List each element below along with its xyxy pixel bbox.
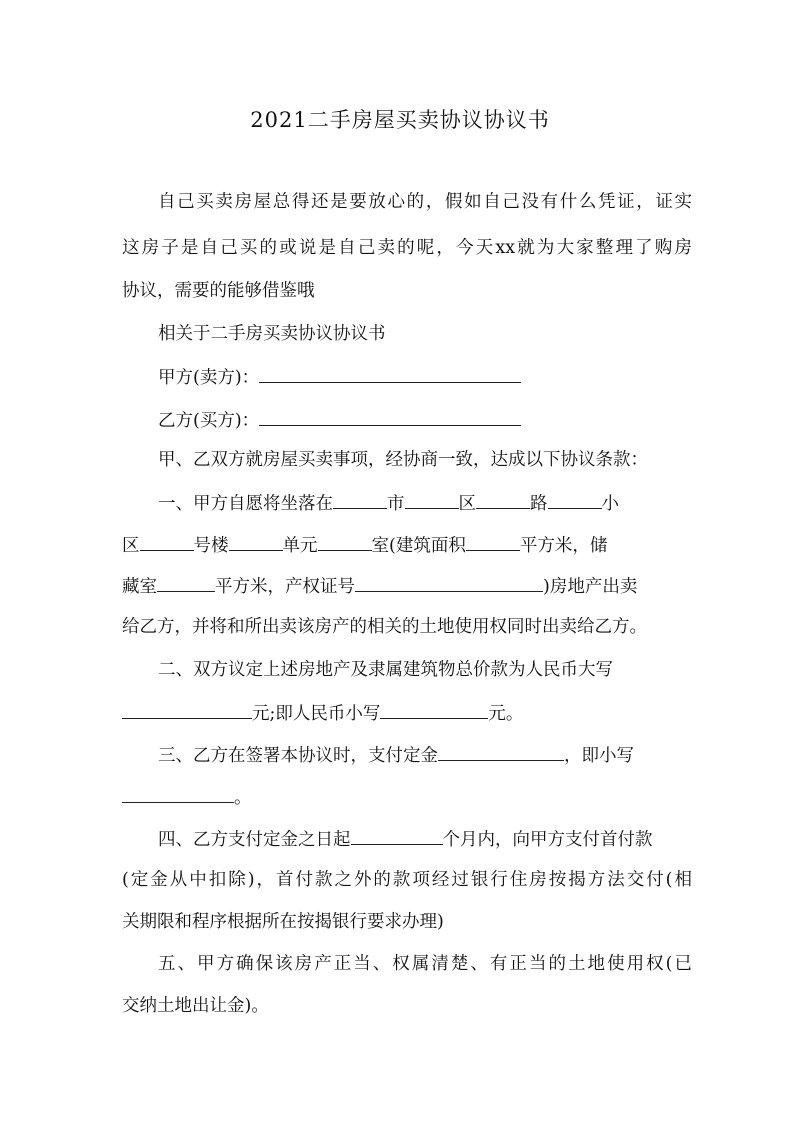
clause1-text: 市 (387, 494, 405, 514)
preamble-line: 甲、乙双方就房屋买卖事项，经协商一致，达成以下协议条款： (158, 450, 648, 470)
clause4-line-2: (定金从中扣除)，首付款之外的款项经过银行住房按揭方法交付(相 (122, 870, 692, 890)
clause1-line-1 (158, 490, 692, 516)
clause1-text: 平方米，储 (519, 536, 608, 556)
deposit-words-blank (438, 742, 564, 761)
clause1-text: 小 (601, 494, 619, 514)
clause3-text: 三、乙方在签署本协议时，支付定金 (158, 746, 438, 766)
area-blank (466, 532, 520, 551)
price-words-blank (122, 700, 252, 719)
party-b-line (158, 407, 692, 433)
intro-line-2: 这房子是自己买的或说是自己卖的呢，今天xx就为大家整理了购房 (122, 238, 692, 258)
agreement-subtitle: 相关于二手房买卖协议协议书 (158, 324, 386, 344)
clause3-line-2 (122, 784, 692, 810)
district-blank (405, 490, 459, 509)
party-a-line (158, 364, 692, 390)
storage-area-blank (157, 573, 215, 592)
clause2-line-1: 二、双方议定上述房地产及隶属建筑物总价款为人民币大写 (158, 660, 613, 680)
intro-line-1: 自己买卖房屋总得还是要放心的，假如自己没有什么凭证，证实 (158, 192, 692, 212)
clause3-text: ，即小写 (564, 746, 634, 766)
clause3-text: 。 (234, 788, 252, 808)
clause1-text: 路 (530, 494, 548, 514)
city-blank (333, 490, 387, 509)
intro-line-3: 协议，需要的能够借鉴哦 (122, 281, 315, 301)
clause1-text: 平方米，产权证号 (215, 577, 355, 597)
party-a-label: 甲方(卖方)： (158, 368, 260, 388)
building-blank (229, 532, 283, 551)
clause1-line-2 (122, 532, 692, 558)
community-blank (548, 490, 602, 509)
clause1-line-3 (122, 573, 692, 599)
clause4-line-1 (158, 826, 692, 852)
clause2-text: 元。 (488, 704, 524, 724)
community-name-blank (140, 532, 194, 551)
clause5-line-2: 交纳土地出让金)。 (122, 996, 269, 1016)
unit-blank (318, 532, 372, 551)
party-a-blank (259, 364, 521, 383)
party-b-blank (259, 407, 521, 426)
clause4-text: 四、乙方支付定金之日起 (158, 830, 351, 850)
clause4-text: 个月内，向甲方支付首付款 (442, 830, 653, 850)
price-figures-blank (380, 700, 488, 719)
clause1-text: 室(建筑面积 (371, 536, 466, 556)
deposit-figures-blank (122, 784, 234, 803)
clause2-text: 元;即人民币小写 (252, 704, 381, 724)
party-b-label: 乙方(买方)： (158, 411, 260, 431)
clause4-line-3: 关期限和程序根据所在按揭银行要求办理) (122, 912, 444, 932)
document-title: 2021二手房屋买卖协议协议书 (250, 108, 550, 132)
months-blank (351, 826, 443, 845)
clause2-line-2 (122, 700, 692, 726)
clause1-text: 藏室 (122, 577, 157, 597)
clause3-line-1 (158, 742, 692, 768)
clause5-line-1: 五、甲方确保该房产正当、权属清楚、有正当的土地使用权(已 (158, 954, 692, 974)
certificate-number-blank (355, 573, 543, 592)
road-blank (476, 490, 530, 509)
clause1-text: 号楼 (193, 536, 229, 556)
clause1-text: )房地产出卖 (543, 577, 638, 597)
clause1-text: 区 (458, 494, 476, 514)
clause1-line-4: 给乙方，并将和所出卖该房产的相关的土地使用权同时出卖给乙方。 (122, 617, 647, 637)
clause1-text: 一、甲方自愿将坐落在 (158, 494, 333, 514)
clause1-text: 单元 (282, 536, 318, 556)
clause1-text: 区 (122, 536, 140, 556)
